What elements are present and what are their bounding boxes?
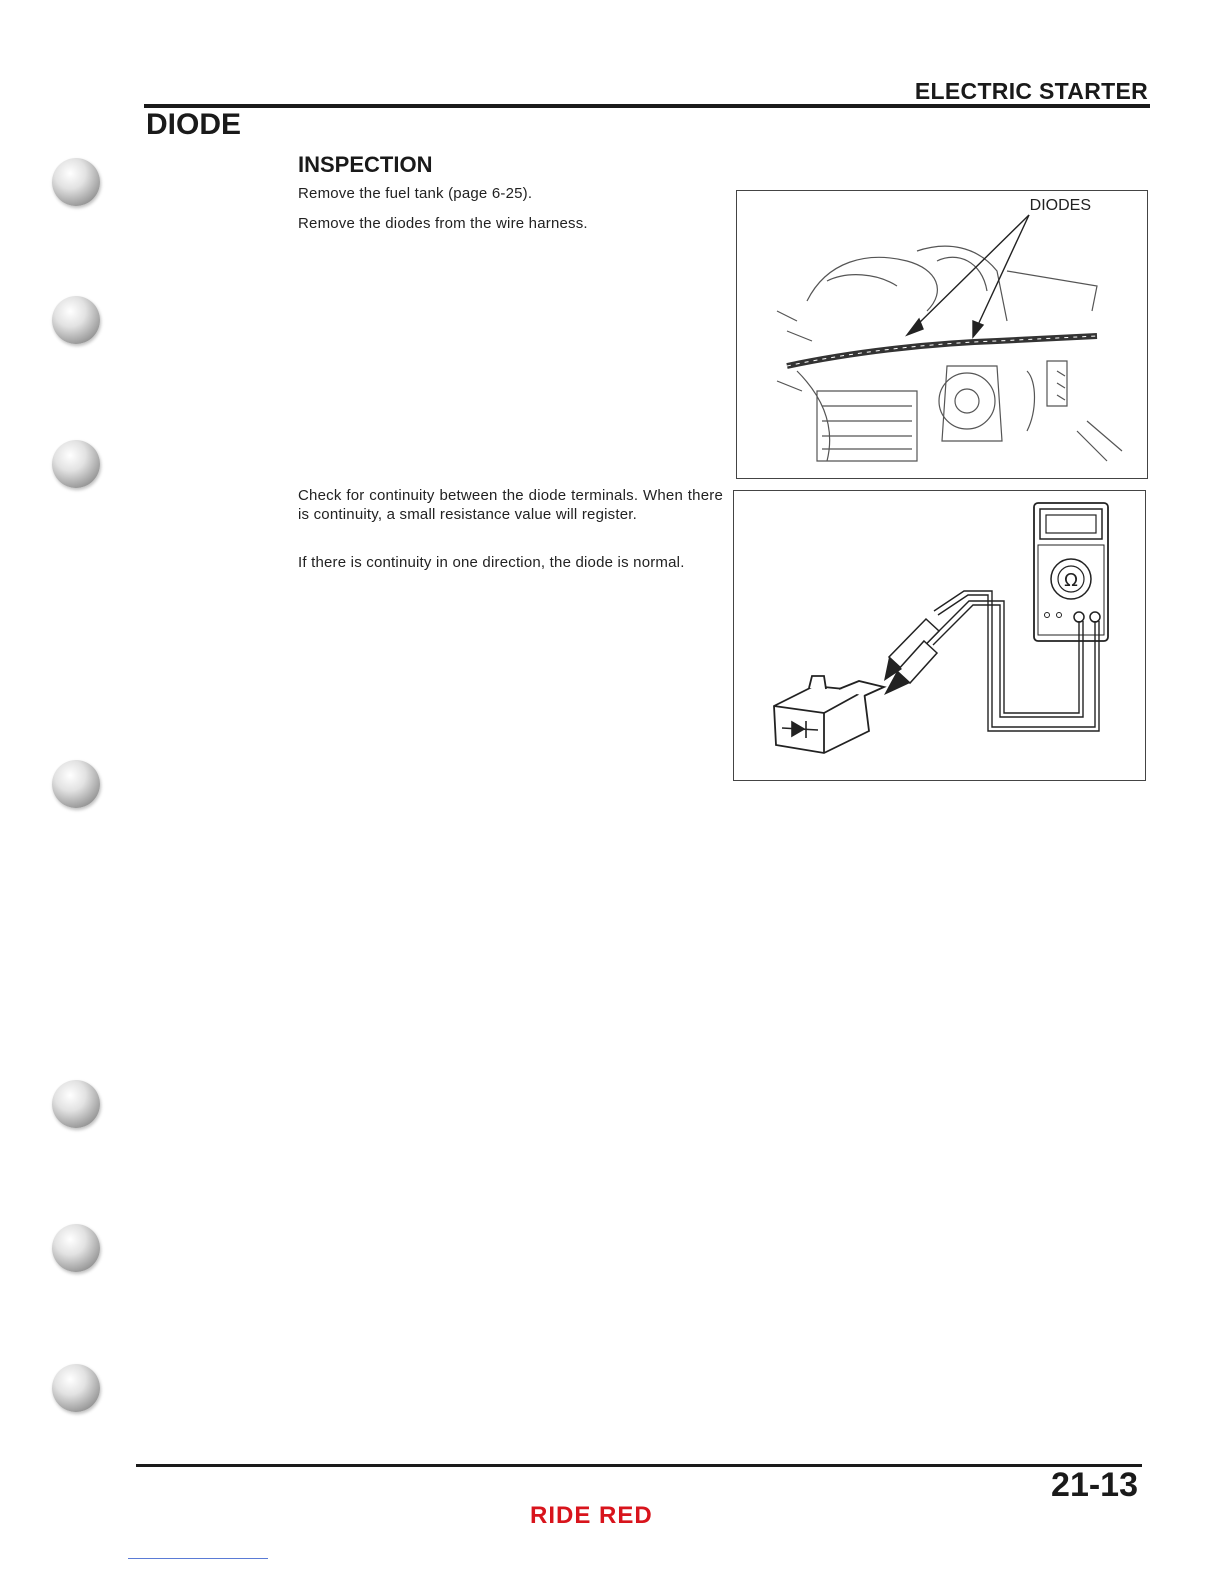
binder-hole	[52, 1364, 100, 1412]
multimeter-diode-illustration	[734, 491, 1145, 780]
paragraph: Remove the diodes from the wire harness.	[298, 215, 588, 232]
figure-label-diodes: DIODES	[1029, 197, 1091, 214]
page-number: 21-13	[1051, 1466, 1138, 1504]
footer-underline	[128, 1558, 268, 1559]
binder-hole	[52, 1080, 100, 1128]
binder-hole	[52, 760, 100, 808]
subhead: INSPECTION	[298, 152, 433, 177]
page-title: DIODE	[146, 108, 242, 141]
ohm-symbol: Ω	[1064, 570, 1078, 591]
footer-brand: RIDE RED	[530, 1502, 653, 1529]
paragraph: If there is continuity in one direction, the diode is normal.	[298, 554, 685, 571]
paragraph: Remove the fuel tank (page 6-25).	[298, 185, 533, 202]
binder-hole	[52, 158, 100, 206]
paragraph: Check for continuity between the diode terminals. When there is continuity, a small resistance value will register.	[298, 487, 723, 523]
section-header: ELECTRIC STARTER	[914, 78, 1148, 104]
engine-harness-illustration	[737, 191, 1147, 478]
bottom-rule	[136, 1464, 1142, 1467]
figure-harness-diodes	[736, 190, 1148, 479]
binder-hole	[52, 1224, 100, 1272]
binder-hole	[52, 440, 100, 488]
figure-multimeter-test	[733, 490, 1146, 781]
binder-hole	[52, 296, 100, 344]
top-rule	[144, 104, 1150, 108]
